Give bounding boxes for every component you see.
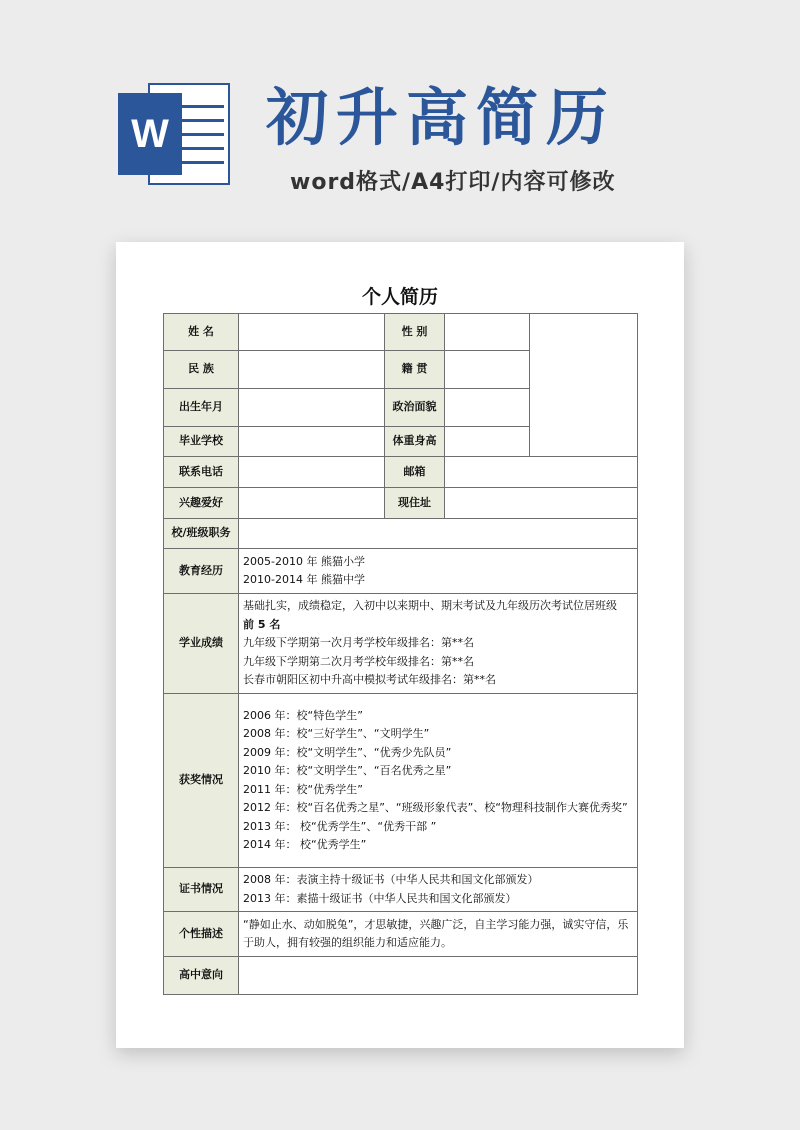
label-height-weight: 体重身高 — [385, 427, 445, 457]
academic-intro: 基础扎实，成绩稳定，入初中以来期中、期末考试及九年级历次考试位居班级 — [243, 599, 617, 613]
certificate-line: 2013 年：素描十级证书（中华人民共和国文化部颁发） — [243, 891, 517, 905]
academic-line: 九年级下学期第二次月考学校年级排名：第**名 — [243, 654, 474, 668]
resume-sheet — [116, 242, 684, 1048]
label-birth: 出生年月 — [164, 389, 239, 427]
label-hometown: 籍 贯 — [385, 351, 445, 389]
award-line: 2012 年：校“百名优秀之星”、“班级形象代表”、校“物理科技制作大赛优秀奖” — [243, 801, 628, 814]
school-field[interactable] — [239, 427, 385, 457]
education-line: 2005-2010 年 熊猫小学 — [243, 554, 365, 568]
ethnicity-field[interactable] — [239, 351, 385, 389]
award-line: 2010 年：校“文明学生”、“百名优秀之星” — [243, 764, 452, 777]
photo-box[interactable] — [530, 314, 638, 457]
education-cell[interactable] — [239, 549, 638, 594]
political-field[interactable] — [445, 389, 530, 427]
label-duty: 校/班级职务 — [164, 519, 239, 549]
label-school: 毕业学校 — [164, 427, 239, 457]
award-line: 2011 年：校“优秀学生” — [243, 782, 363, 796]
phone-field[interactable] — [239, 457, 385, 488]
label-awards: 获奖情况 — [164, 694, 239, 868]
academic-rank: 前 5 名 — [243, 617, 281, 631]
resume-table — [163, 313, 638, 995]
label-intention: 高中意向 — [164, 957, 239, 995]
award-line: 2009 年：校“文明学生”、“优秀少先队员” — [243, 745, 452, 759]
intention-field[interactable] — [239, 957, 638, 995]
award-line: 2013 年： 校“优秀学生”、“优秀干部 ” — [243, 819, 437, 833]
personality-cell[interactable]: “静如止水、动如脱兔”，才思敏捷，兴趣广泛，自主学习能力强，诚实守信，乐于助人，拥有较强的组织能力和适应能力。 — [239, 912, 638, 957]
label-ethnicity: 民 族 — [164, 351, 239, 389]
label-address: 现住址 — [385, 488, 445, 519]
award-line: 2014 年： 校“优秀学生” — [243, 838, 367, 851]
education-line: 2010-2014 年 熊猫中学 — [243, 573, 365, 586]
award-line: 2006 年：校“特色学生” — [243, 708, 363, 722]
label-education: 教育经历 — [164, 549, 239, 594]
address-field[interactable] — [445, 488, 638, 519]
label-email: 邮箱 — [385, 457, 445, 488]
label-personality: 个性描述 — [164, 912, 239, 957]
gender-field[interactable] — [445, 314, 530, 351]
label-hobby: 兴趣爱好 — [164, 488, 239, 519]
certificate-line: 2008 年：表演主持十级证书（中华人民共和国文化部颁发） — [243, 873, 539, 886]
award-line: 2008 年：校“三好学生”、“文明学生” — [243, 727, 430, 740]
label-political: 政治面貌 — [385, 389, 445, 427]
academic-line: 九年级下学期第一次月考学校年级排名：第**名 — [243, 636, 474, 650]
height-weight-field[interactable] — [445, 427, 530, 457]
label-phone: 联系电话 — [164, 457, 239, 488]
banner-subtitle: word格式/A4打印/内容可修改 — [290, 170, 616, 195]
label-academic: 学业成绩 — [164, 594, 239, 694]
banner-title: 初升高简历 — [266, 81, 617, 154]
duty-field[interactable] — [239, 519, 638, 549]
label-certificates: 证书情况 — [164, 868, 239, 912]
awards-cell[interactable] — [239, 694, 638, 868]
academic-cell[interactable] — [239, 594, 638, 694]
label-gender: 性 别 — [385, 314, 445, 351]
hobby-field[interactable] — [239, 488, 385, 519]
resume-title: 个人简历 — [361, 286, 438, 308]
email-field[interactable] — [445, 457, 638, 488]
academic-line: 长春市朝阳区初中升高中模拟考试年级排名：第**名 — [243, 673, 496, 687]
word-icon — [118, 83, 230, 185]
label-name: 姓 名 — [164, 314, 239, 351]
certificates-cell[interactable] — [239, 868, 638, 912]
birth-field[interactable] — [239, 389, 385, 427]
word-letter-badge: W — [118, 93, 182, 175]
name-field[interactable] — [239, 314, 385, 351]
hometown-field[interactable] — [445, 351, 530, 389]
